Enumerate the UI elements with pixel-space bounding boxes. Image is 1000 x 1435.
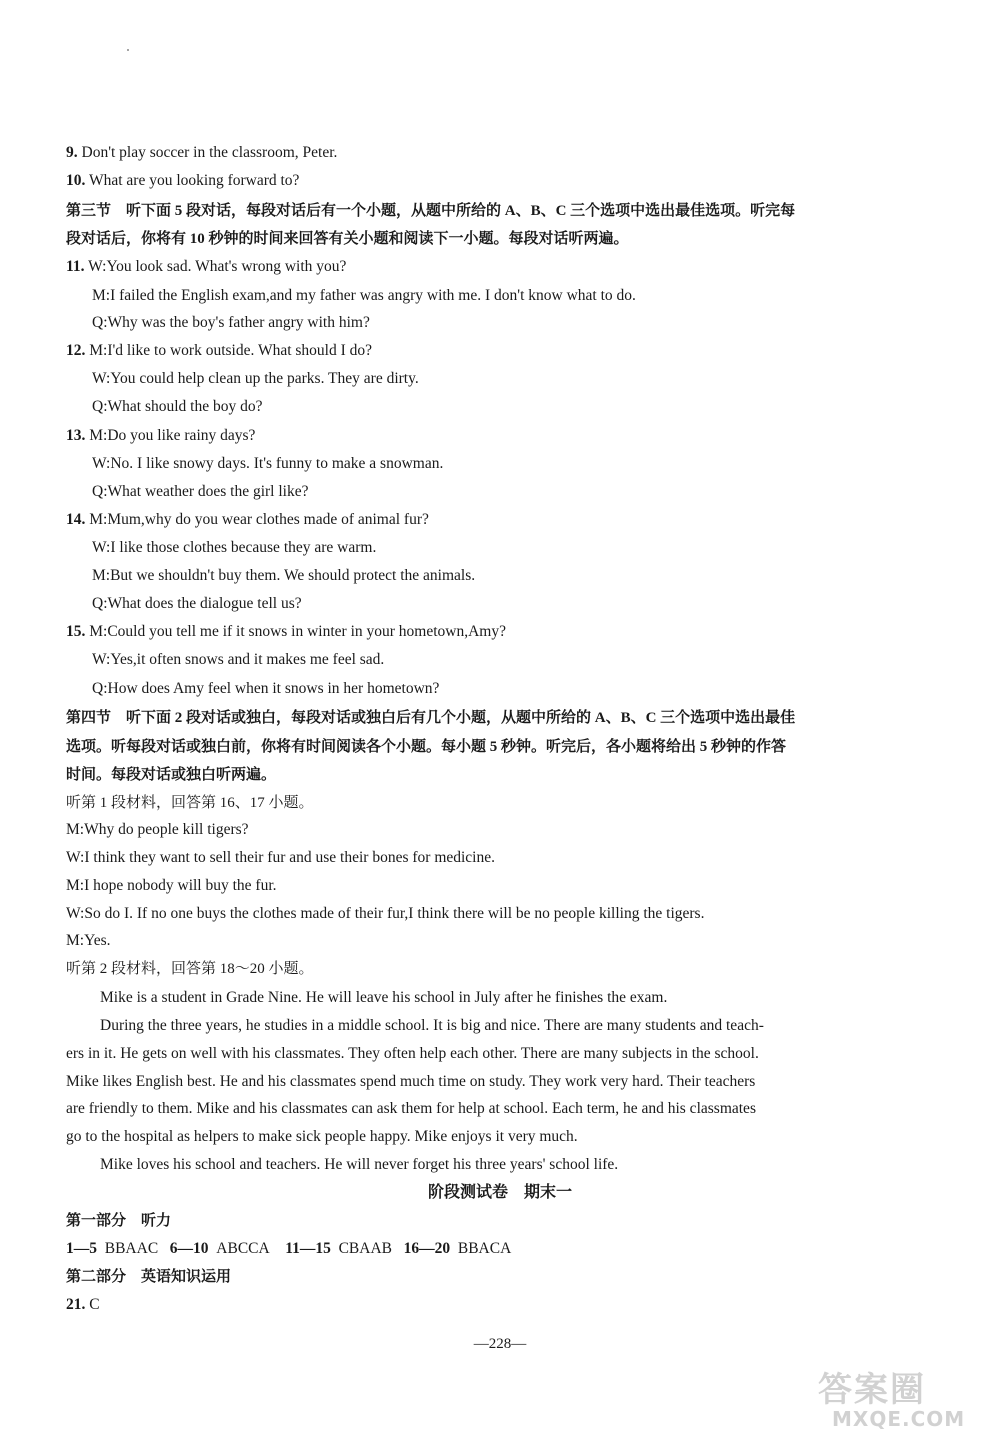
answer-range: 6—10 (169, 1240, 209, 1257)
dialogue-line: M:But we shouldn't buy them. We should protect the animals. (92, 567, 476, 584)
question-11 (66, 257, 346, 277)
question-text: Don't play soccer in the classroom, Peter. (77, 144, 338, 161)
dialogue-question: Q:Why was the boy's father angry with him? (92, 314, 370, 331)
dialogue-line: W:I like those clothes because they are warm. (92, 539, 377, 556)
question-number: 13. (66, 427, 86, 444)
section-3-instruction-line-2: 段对话后，你将有 10 秒钟的时间来回答有关小题和阅读下一小题。每段对话听两遍。 (66, 231, 629, 247)
answer-value: C (85, 1296, 100, 1313)
question-number: 12. (66, 342, 86, 359)
dialogue-line: W:I think they want to sell their fur and use their bones for medicine. (66, 849, 495, 866)
question-number: 15. (66, 623, 86, 640)
passage-line: Mike likes English best. He and his classmates spend much time on study. They work very hard. Their teachers (66, 1073, 756, 1090)
question-9 (66, 143, 337, 163)
question-number: 9. (66, 144, 78, 161)
answer-range: 1—5 (66, 1240, 97, 1257)
page-number: —228— (473, 1336, 527, 1352)
dialogue-line: M:I failed the English exam,and my father was angry with me. I don't know what to do. (92, 287, 636, 304)
part-2-label: 第二部分 英语知识运用 (66, 1269, 232, 1285)
scan-speck (127, 49, 129, 51)
dialogue-question: Q:What should the boy do? (92, 398, 263, 415)
section-4-instruction-line-3: 时间。每段对话或独白听两遍。 (66, 767, 277, 783)
dialogue-line: W:You look sad. What's wrong with you? (84, 258, 347, 275)
material-1-heading: 听第 1 段材料，回答第 16、17 小题。 (66, 795, 314, 811)
answer-range: 16—20 (403, 1240, 451, 1257)
passage-line: ers in it. He gets on well with his classmates. They often help each other. There are many subjects in the school. (66, 1045, 759, 1062)
dialogue-line: M:I'd like to work outside. What should I do? (85, 342, 373, 359)
answer-key-row (66, 1239, 511, 1259)
dialogue-line: M:Mum,why do you wear clothes made of animal fur? (85, 511, 429, 528)
answer-range: 11—15 (285, 1240, 331, 1257)
question-21 (66, 1295, 100, 1315)
passage-line: go to the hospital as helpers to make sick people happy. Mike enjoys it very much. (66, 1128, 578, 1145)
question-10 (66, 171, 299, 191)
material-2-heading: 听第 2 段材料，回答第 18～20 小题。 (66, 961, 314, 977)
dialogue-line: M:Do you like rainy days? (85, 427, 256, 444)
dialogue-line: W:You could help clean up the parks. They are dirty. (92, 370, 419, 387)
dialogue-line: W:Yes,it often snows and it makes me feel sad. (92, 651, 385, 668)
section-title: 阶段测试卷 期末一 (427, 1184, 572, 1201)
question-15 (66, 622, 506, 642)
dialogue-line: M:Could you tell me if it snows in winter in your hometown,Amy? (85, 623, 506, 640)
question-13 (66, 426, 255, 446)
watermark-url: MXQE.COM (832, 1407, 966, 1431)
passage-line: Mike loves his school and teachers. He will never forget his three years' school life. (100, 1156, 619, 1173)
section-4-instruction-line-2: 选项。听每段对话或独白前，你将有时间阅读各个小题。每小题 5 秒钟。听完后，各小题将给出 5 秒钟的作答 (66, 739, 787, 755)
passage-line: During the three years, he studies in a middle school. It is big and nice. There are many students and teach- (100, 1017, 764, 1034)
question-number: 11. (66, 258, 85, 275)
question-number: 14. (66, 511, 86, 528)
question-number: 10. (66, 172, 86, 189)
question-12 (66, 341, 372, 361)
dialogue-question: Q:How does Amy feel when it snows in her hometown? (92, 680, 440, 697)
dialogue-line: M:Why do people kill tigers? (66, 821, 249, 838)
dialogue-line: W:So do I. If no one buys the clothes made of their fur,I think there will be no people killing the tigers. (66, 905, 705, 922)
dialogue-question: Q:What weather does the girl like? (92, 483, 309, 500)
question-number: 21. (66, 1296, 86, 1313)
question-text: What are you looking forward to? (85, 172, 300, 189)
dialogue-question: Q:What does the dialogue tell us? (92, 595, 302, 612)
section-3-instruction-line-1: 第三节 听下面 5 段对话，每段对话后有一个小题，从题中所给的 A、B、C 三个选项中选出最佳选项。听完每 (66, 203, 796, 219)
passage-line: are friendly to them. Mike and his classmates can ask them for help at school. Each term, he and his classmates (66, 1100, 756, 1117)
answer-value: ABCCA (216, 1240, 270, 1257)
dialogue-line: M:I hope nobody will buy the fur. (66, 877, 277, 894)
passage-line: Mike is a student in Grade Nine. He will leave his school in July after he finishes the exam. (100, 989, 668, 1006)
section-4-instruction-line-1: 第四节 听下面 2 段对话或独白，每段对话或独白后有几个小题，从题中所给的 A、B、C 三个选项中选出最佳 (66, 710, 796, 726)
answer-value: BBAAC (104, 1240, 159, 1257)
watermark-logo (818, 1372, 994, 1434)
dialogue-line: W:No. I like snowy days. It's funny to make a snowman. (92, 455, 444, 472)
part-1-label: 第一部分 听力 (66, 1213, 172, 1229)
question-14 (66, 510, 429, 530)
dialogue-line: M:Yes. (66, 932, 111, 949)
answer-value: CBAAB (338, 1240, 392, 1257)
answer-value: BBACA (457, 1240, 512, 1257)
watermark-title: 答案圈 (818, 1370, 926, 1410)
